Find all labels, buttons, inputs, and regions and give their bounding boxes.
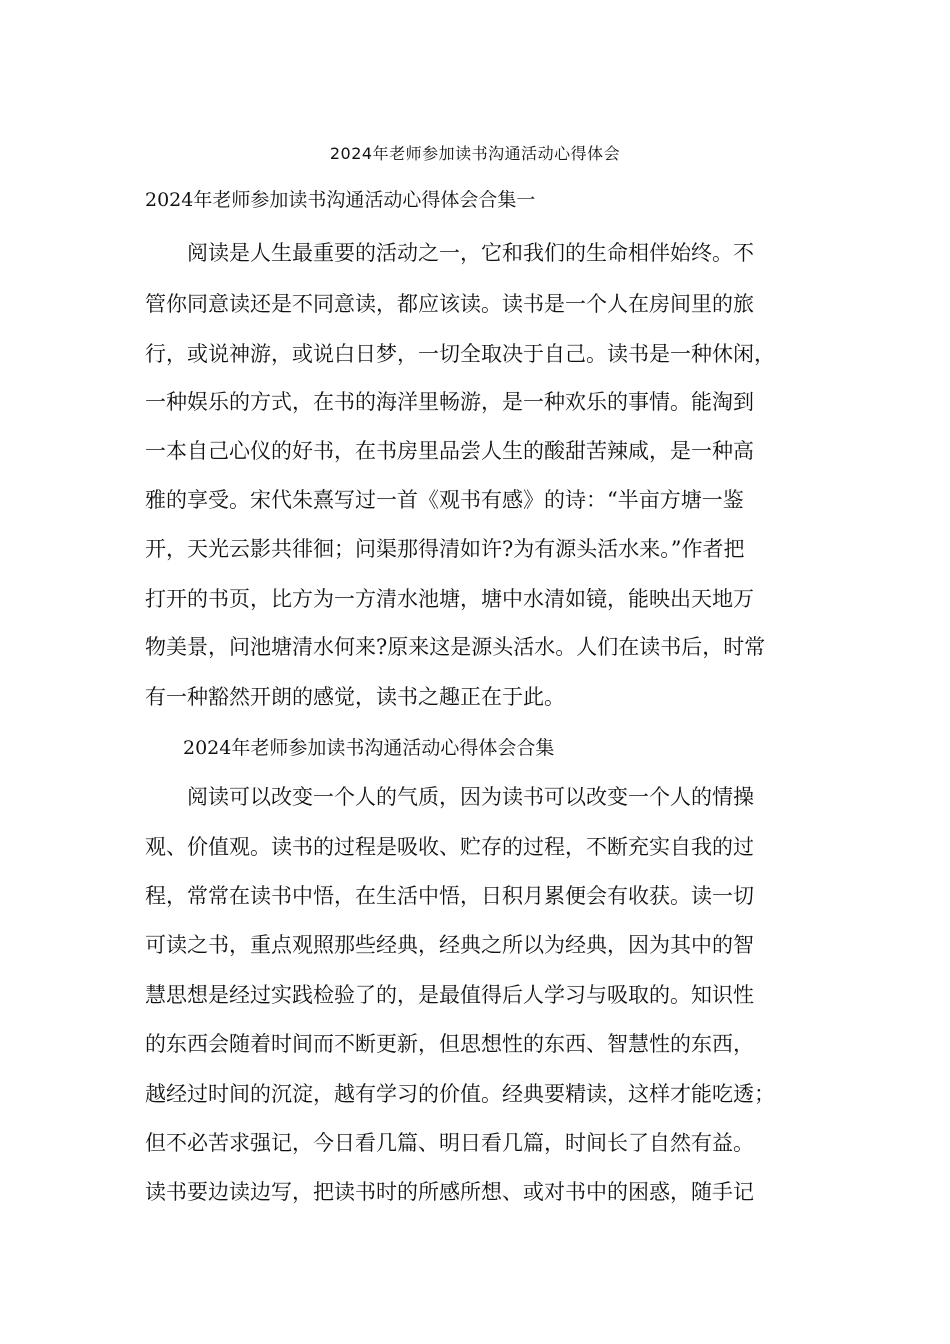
document-title: 2024年老师参加读书沟通活动心得体会	[329, 144, 621, 163]
paragraph-1-line: 有一种豁然开朗的感觉，读书之趣正在于此。	[145, 685, 565, 709]
paragraph-2-line: 读书要边读边写，把读书时的所感所想、或对书中的困惑，随手记	[145, 1180, 754, 1204]
paragraph-1-line: 管你同意读还是不同意读，都应该读。读书是一个人在房间里的旅	[145, 292, 754, 316]
paragraph-1-line: 行，或说神游，或说白日梦，一切全取决于自己。读书是一种休闲，	[145, 342, 775, 366]
paragraph-2-line: 观、价值观。读书的过程是吸收、贮存的过程，不断充实自我的过	[145, 835, 754, 859]
paragraph-1-line: 打开的书页，比方为一方清水池塘，塘中水清如镜，能映出天地万	[145, 587, 754, 611]
section-subtitle-2: 2024年老师参加读书沟通活动心得体会合集	[145, 737, 555, 759]
paragraph-1-line: 一种娱乐的方式，在书的海洋里畅游，是一种欢乐的事情。能淘到	[145, 390, 754, 414]
paragraph-1-line: 雅的享受。宋代朱熹写过一首《观书有感》的诗：“半亩方塘一鉴	[145, 488, 744, 512]
paragraph-2-line: 程，常常在读书中悟，在生活中悟，日积月累便会有收获。读一切	[145, 884, 754, 908]
section-subtitle-1: 2024年老师参加读书沟通活动心得体会合集一	[145, 189, 536, 211]
paragraph-1-line: 物美景，问池塘清水何来?原来这是源头活水。人们在读书后，时常	[145, 635, 766, 659]
paragraph-2-line: 的东西会随着时间而不断更新，但思想性的东西、智慧性的东西，	[145, 1032, 754, 1056]
paragraph-2-line: 可读之书，重点观照那些经典，经典之所以为经典，因为其中的智	[145, 933, 754, 957]
paragraph-2-line: 但不必苦求强记，今日看几篇、明日看几篇，时间长了自然有益。	[145, 1131, 754, 1155]
paragraph-2-line: 越经过时间的沉淀，越有学习的价值。经典要精读，这样才能吃透；	[145, 1082, 775, 1106]
paragraph-1-line: 一本自己心仪的好书，在书房里品尝人生的酸甜苦辣咸，是一种高	[145, 439, 754, 463]
paragraph-2-line: 慧思想是经过实践检验了的，是最值得后人学习与吸取的。知识性	[145, 983, 754, 1007]
paragraph-1-line: 开，天光云影共徘徊；问渠那得清如许?为有源头活水来。”作者把	[145, 537, 745, 561]
paragraph-2-line: 阅读可以改变一个人的气质，因为读书可以改变一个人的情操	[145, 785, 754, 809]
paragraph-1-line: 阅读是人生最重要的活动之一，它和我们的生命相伴始终。不	[145, 241, 754, 265]
